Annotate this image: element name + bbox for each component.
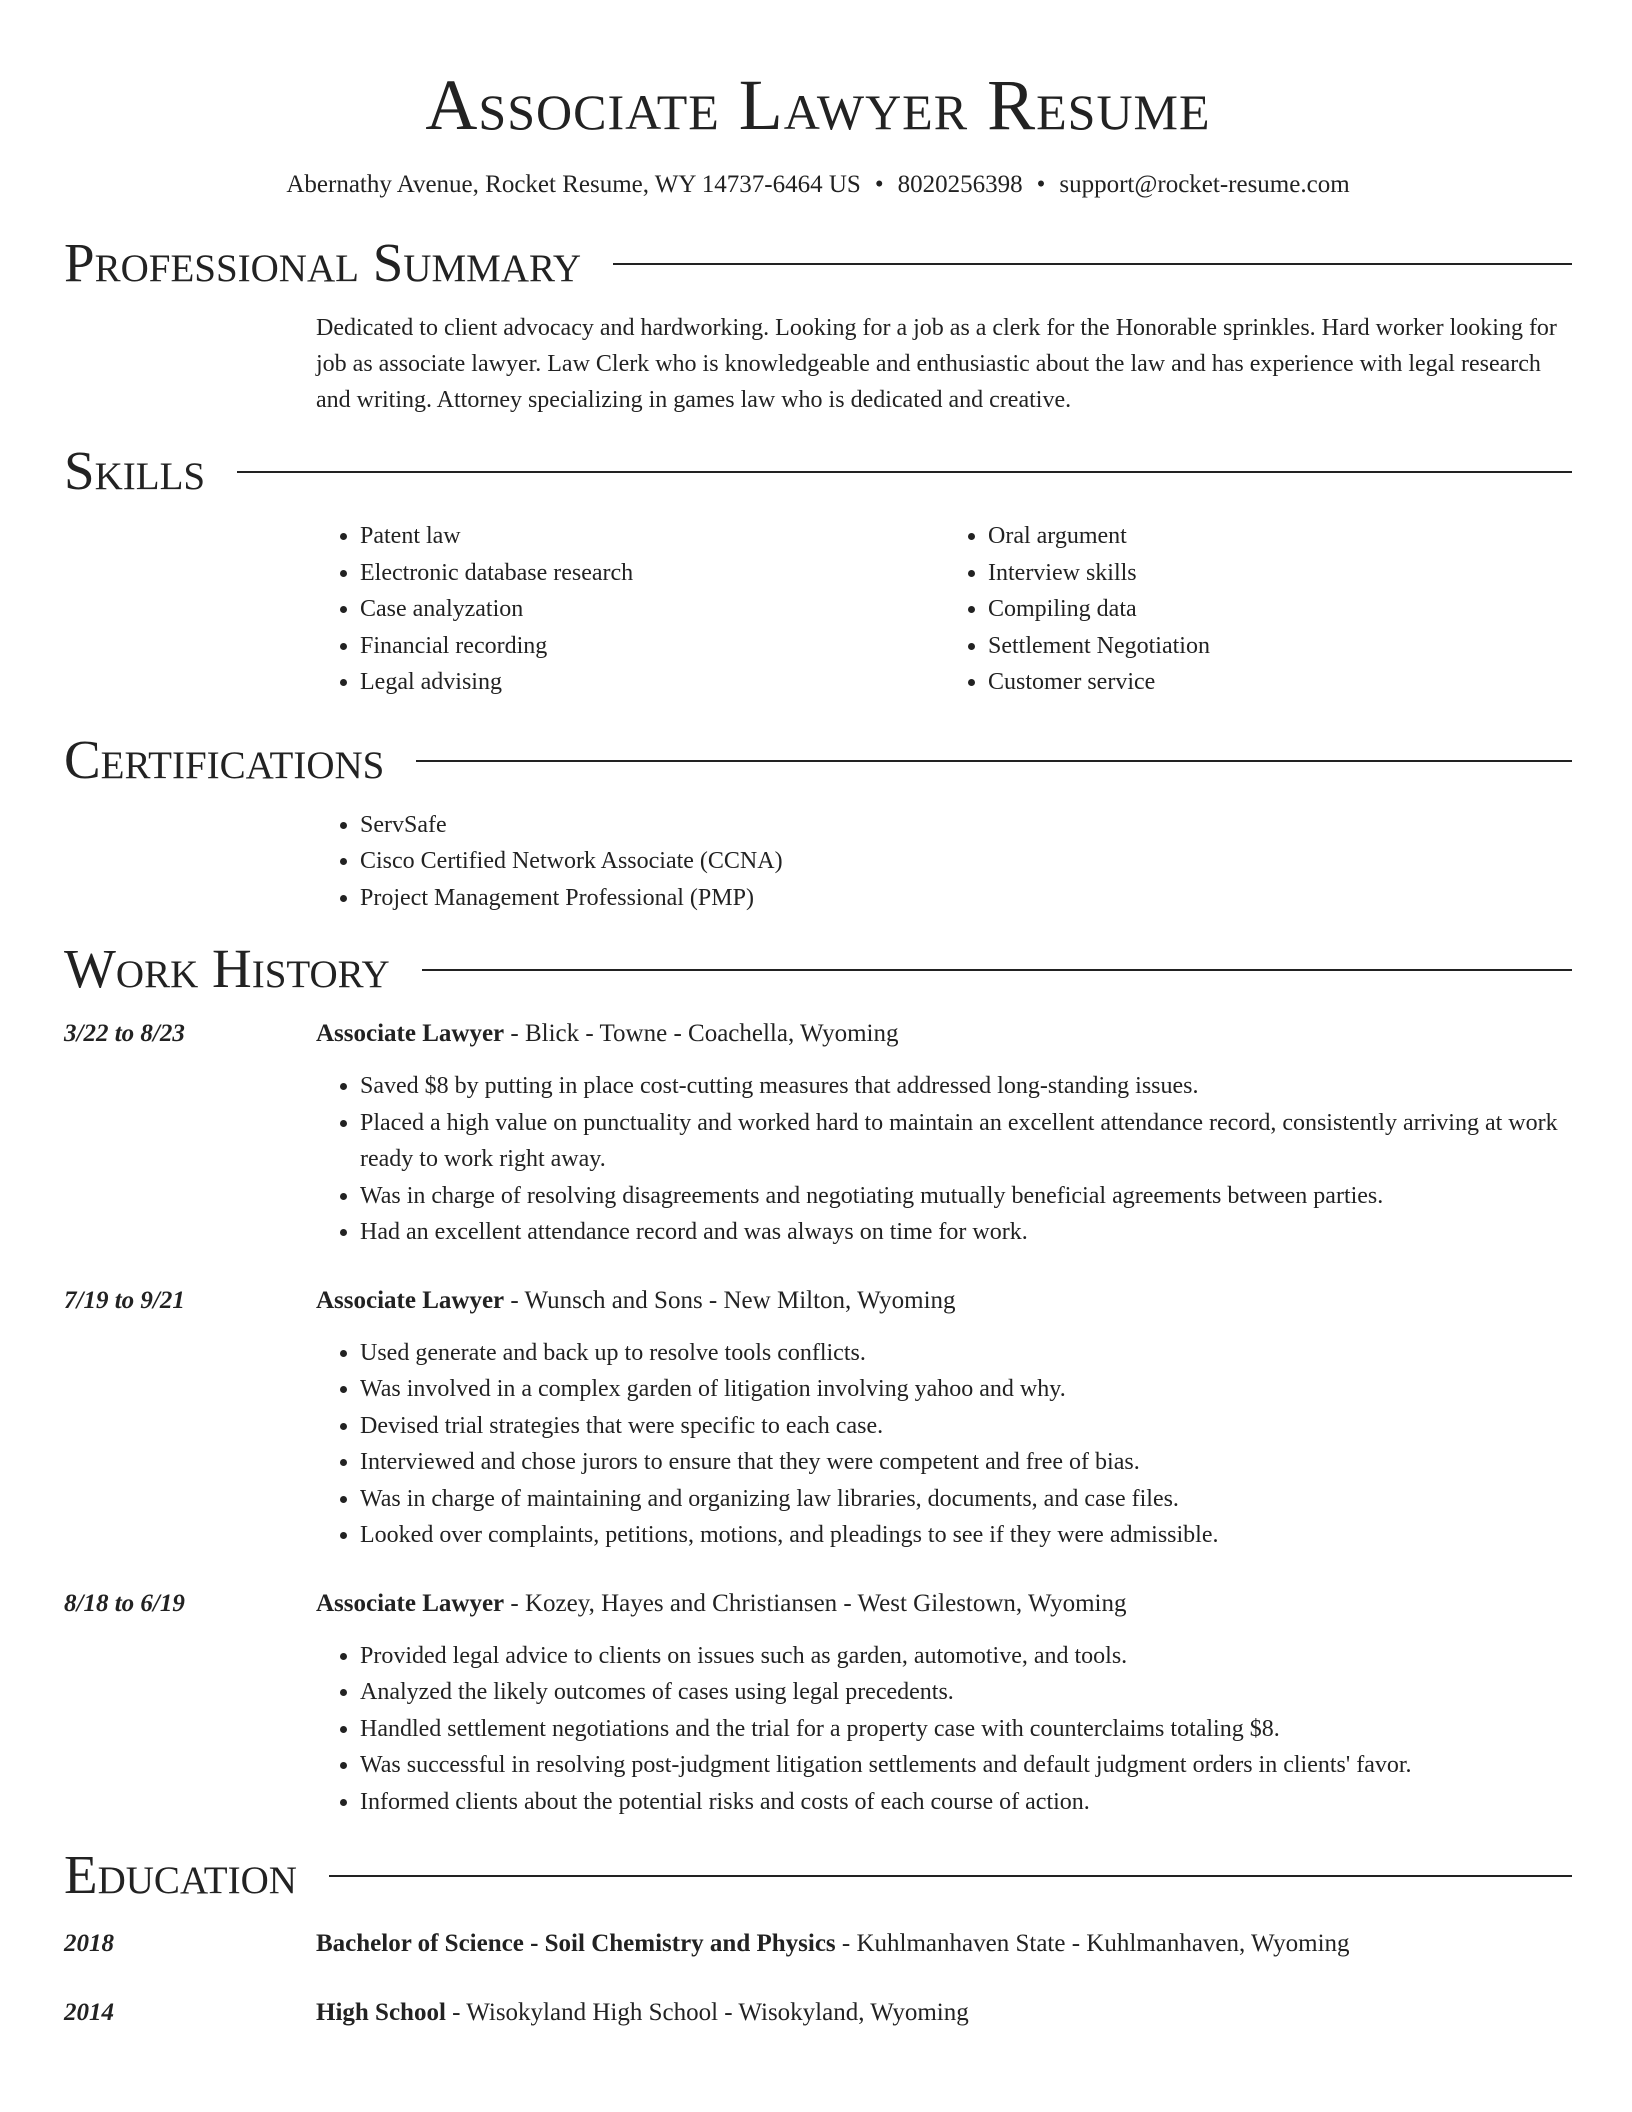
section-divider xyxy=(329,1875,1572,1877)
education-degree: Bachelor of Science - Soil Chemistry and Physics xyxy=(316,1930,836,1957)
certification-item: • ServSafe xyxy=(360,807,1572,844)
work-role: Associate Lawyer xyxy=(316,1286,505,1314)
work-bullet: • Informed clients about the potential risks and costs of each course of action. xyxy=(360,1784,1572,1821)
skill-item: • Interview skills xyxy=(988,555,1572,592)
education-heading xyxy=(316,1926,1572,1962)
certification-item: • Cisco Certified Network Associate (CCNA) xyxy=(360,843,1572,880)
section-divider xyxy=(416,760,1572,762)
education-degree: High School xyxy=(316,1999,446,2026)
work-entry xyxy=(64,1586,1572,1821)
work-bullet: • Was successful in resolving post-judgment litigation settlements and default judgment orders in clients' favor. xyxy=(360,1747,1572,1784)
resume-page xyxy=(64,0,1572,2031)
section-title: Education xyxy=(64,1844,297,1905)
work-bullets xyxy=(316,1068,1572,1251)
work-role: Associate Lawyer xyxy=(316,1020,505,1047)
skills-list-right xyxy=(944,518,1572,701)
skill-item: • Compiling data xyxy=(988,591,1572,628)
certifications-section xyxy=(316,791,1572,917)
resume-title: Associate Lawyer Resume xyxy=(425,65,1211,145)
section-title: Work History xyxy=(64,938,390,999)
work-bullet: • Looked over complaints, petitions, motions, and pleadings to see if they were admissible. xyxy=(360,1517,1572,1554)
skill-item: • Oral argument xyxy=(988,518,1572,555)
education-heading xyxy=(316,1995,1572,2031)
work-bullets xyxy=(316,1638,1572,1821)
section-title: Professional Summary xyxy=(64,232,582,293)
work-entry xyxy=(64,1016,1572,1251)
skills-list-left xyxy=(316,518,944,701)
section-heading-work-history xyxy=(64,938,1572,1000)
work-employer: - Kozey, Hayes and Christiansen - West Gilestown, Wyoming xyxy=(504,1589,1127,1617)
skill-item: • Legal advising xyxy=(360,664,944,701)
skill-item: • Financial recording xyxy=(360,628,944,665)
section-title: Certifications xyxy=(64,728,385,790)
skills-section xyxy=(316,502,1572,701)
work-bullet: • Was in charge of maintaining and organizing law libraries, documents, and case files. xyxy=(360,1481,1572,1518)
work-bullet: • Was involved in a complex garden of litigation involving yahoo and why. xyxy=(360,1371,1572,1408)
contact-phone: 8020256398 xyxy=(897,171,1023,198)
work-employer: - Blick - Towne - Coachella, Wyoming xyxy=(504,1020,899,1047)
work-employer: - Wunsch and Sons - New Milton, Wyoming xyxy=(504,1286,956,1314)
contact-separator: • xyxy=(874,171,884,198)
summary-section xyxy=(316,294,1572,418)
work-heading xyxy=(316,1016,1572,1052)
work-bullet: • Was in charge of resolving disagreements and negotiating mutually beneficial agreements between parties. xyxy=(360,1178,1572,1215)
work-bullets xyxy=(316,1335,1572,1554)
section-heading-education xyxy=(64,1844,1572,1906)
education-year: 2014 xyxy=(64,1999,114,2026)
work-bullet: • Handled settlement negotiations and the trial for a property case with counterclaims totaling $8. xyxy=(360,1711,1572,1748)
education-entry xyxy=(64,1926,1572,1962)
skill-item: • Settlement Negotiation xyxy=(988,628,1572,665)
work-role: Associate Lawyer xyxy=(316,1589,505,1617)
section-divider xyxy=(613,263,1572,265)
skill-item: • Electronic database research xyxy=(360,555,944,592)
section-heading-skills xyxy=(64,440,1572,502)
work-bullet: • Placed a high value on punctuality and worked hard to maintain an excellent attendance record, consistently arriving at work ready to work right away. xyxy=(360,1105,1572,1178)
summary-text: Dedicated to client advocacy and hardworking. Looking for a job as a clerk for the Honorable sprinkles. Hard worker looking for job as associate lawyer. Law Clerk who is knowledgeable and enthusiastic about the law and has experience with legal research and writing. Attorney specializing in games law who is dedicated and creative. xyxy=(316,315,1557,413)
work-bullet: • Provided legal advice to clients on issues such as garden, automotive, and tools. xyxy=(360,1638,1572,1675)
education-school: - Wisokyland High School - Wisokyland, Wyoming xyxy=(445,1999,969,2026)
section-divider xyxy=(237,471,1572,473)
contact-email: support@rocket-resume.com xyxy=(1059,171,1350,198)
skill-item: • Patent law xyxy=(360,518,944,555)
contact-address: Abernathy Avenue, Rocket Resume, WY 14737-6464 US xyxy=(286,171,861,198)
skill-item: • Customer service xyxy=(988,664,1572,701)
work-bullet: • Saved $8 by putting in place cost-cutting measures that addressed long-standing issues. xyxy=(360,1068,1572,1105)
section-heading-certifications xyxy=(64,729,1572,791)
section-title: Skills xyxy=(64,440,206,501)
work-bullet: • Analyzed the likely outcomes of cases using legal precedents. xyxy=(360,1674,1572,1711)
work-bullet: • Interviewed and chose jurors to ensure that they were competent and free of bias. xyxy=(360,1444,1572,1481)
education-year: 2018 xyxy=(64,1930,114,1957)
section-divider xyxy=(422,969,1572,971)
certification-item: • Project Management Professional (PMP) xyxy=(360,880,1572,917)
certifications-list xyxy=(316,807,1572,917)
education-school: - Kuhlmanhaven State - Kuhlmanhaven, Wyoming xyxy=(835,1930,1350,1957)
work-entry xyxy=(64,1283,1572,1554)
work-bullet: • Devised trial strategies that were specific to each case. xyxy=(360,1408,1572,1445)
work-bullet: • Used generate and back up to resolve tools conflicts. xyxy=(360,1335,1572,1372)
education-entry xyxy=(64,1995,1572,2031)
skill-item: • Case analyzation xyxy=(360,591,944,628)
work-heading xyxy=(316,1586,1572,1622)
work-dates: 7/19 to 9/21 xyxy=(64,1286,185,1314)
work-dates: 8/18 to 6/19 xyxy=(64,1589,185,1617)
contact-line xyxy=(64,168,1572,202)
section-heading-summary xyxy=(64,232,1572,294)
contact-separator: • xyxy=(1036,171,1046,198)
work-heading xyxy=(316,1283,1572,1319)
work-bullet: • Had an excellent attendance record and was always on time for work. xyxy=(360,1214,1572,1251)
work-dates: 3/22 to 8/23 xyxy=(64,1020,185,1047)
